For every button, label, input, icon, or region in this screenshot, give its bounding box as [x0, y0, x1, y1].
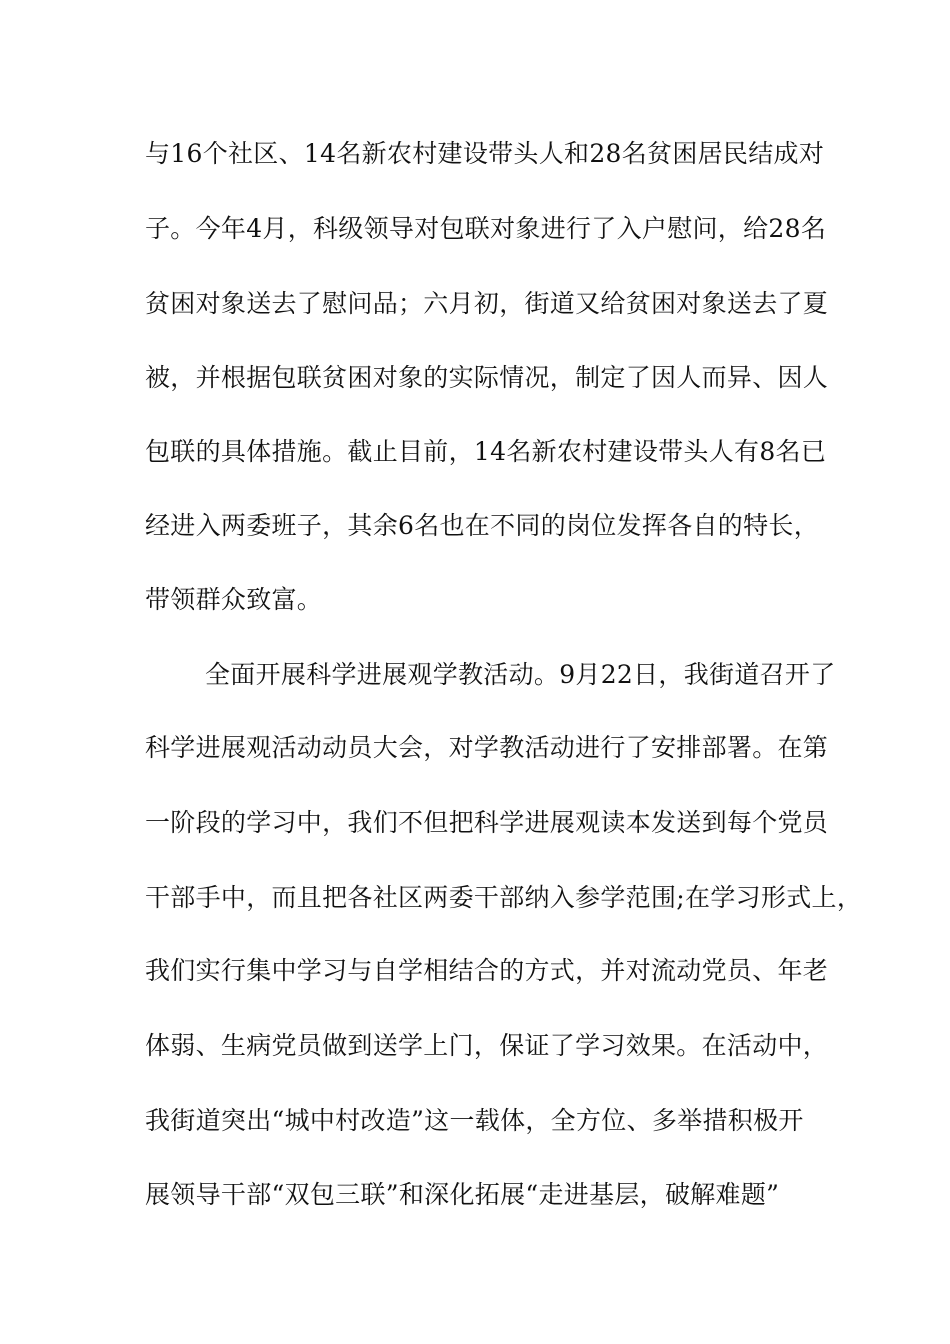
text-line: 一阶段的学习中，我们不但把科学进展观读本发送到每个党员 — [145, 808, 829, 837]
text-line: 带领群众致富。 — [145, 585, 323, 614]
text-line: 被，并根据包联贫困对象的实际情况，制定了因人而异、因人 — [145, 363, 829, 392]
text-line: 体弱、生病党员做到送学上门，保证了学习效果。在活动中， — [145, 1031, 829, 1060]
text-line: 展领导干部“双包三联”和深化拓展“走进基层，破解难题” — [145, 1180, 780, 1209]
text-line: 贫困对象送去了慰问品；六月初，街道又给贫困对象送去了夏 — [145, 289, 829, 318]
text-line: 干部手中，而且把各社区两委干部纳入参学范围;在学习形式上， — [145, 883, 863, 912]
text-line: 科学进展观活动动员大会，对学教活动进行了安排部署。在第 — [145, 733, 829, 762]
text-line: 包联的具体措施。截止目前，14名新农村建设带头人有8名已 — [145, 437, 827, 466]
text-line: 经进入两委班子，其余6名也在不同的岗位发挥各自的特长， — [145, 511, 820, 540]
text-line: 我街道突出“城中村改造”这一载体，全方位、多举措积极开 — [145, 1106, 804, 1135]
text-line: 我们实行集中学习与自学相结合的方式，并对流动党员、年老 — [145, 956, 829, 985]
paragraph-first-line: 全面开展科学进展观学教活动。9月22日，我街道召开了 — [205, 660, 836, 689]
text-line: 子。今年4月，科级领导对包联对象进行了入户慰问，给28名 — [145, 214, 827, 243]
text-line: 与16个社区、14名新农村建设带头人和28名贫困居民结成对 — [145, 139, 825, 168]
